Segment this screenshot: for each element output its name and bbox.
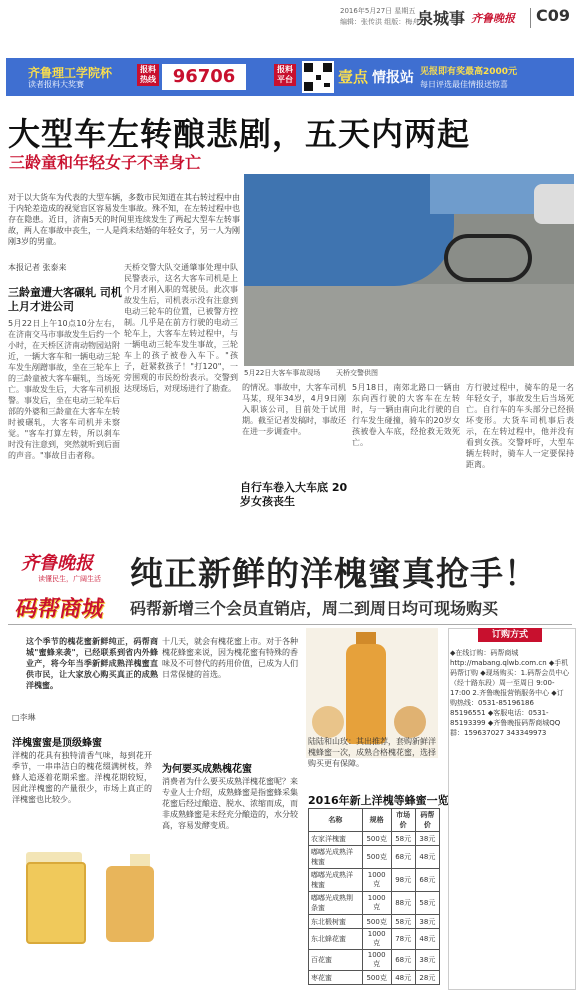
table-cell: 1000克	[362, 929, 391, 950]
banner-hotline: 96706	[162, 64, 246, 90]
ad-paragraph-3: 消费者为什么要买成熟洋槐花蜜呢？来专业人士介绍，成熟蜂蜜是指蜜蜂采集花蜜后经过酿造、脱水、浓缩而成，而非成熟蜂蜜是未经充分酿造的，水分较高，容易发酵变质。	[162, 777, 298, 830]
table-cell: 68元	[391, 846, 415, 869]
honey-jar-image	[26, 862, 86, 944]
order-methods-title: 订购方式	[478, 628, 542, 642]
table-header: 名称	[309, 809, 363, 832]
section-name: 泉城事	[417, 9, 466, 28]
table-row	[309, 832, 440, 846]
table-cell: 1000克	[362, 869, 391, 892]
table-cell: 58元	[391, 915, 415, 929]
article-lead: 对于以大货车为代表的大型车辆，多数市民知道在其右转过程中由于内轮差造成的视觉盲区容易发生事故。殊不知，在左转过程中也存在隐患。近日，济南5天的时间里连续发生了两起大型车左转事故，两人在事故中丧生，一人是尚未结婚的年轻女子，另一人为刚刚3岁的男童。	[8, 193, 240, 246]
table-cell: 嘟嘟光成熟洋槐蜜	[309, 869, 363, 892]
table-cell: 38元	[415, 832, 439, 846]
table-cell: 500克	[362, 971, 391, 985]
table-cell: 嘟嘟光成熟洋槐蜜	[309, 846, 363, 869]
table-header: 规格	[362, 809, 391, 832]
section-heading-2: 自行车卷入大车底 20岁女孩丧生	[240, 481, 348, 508]
photo-bus	[244, 174, 454, 286]
accident-photo	[244, 174, 574, 366]
table-cell: 1000克	[362, 892, 391, 915]
table-cell: 88元	[391, 892, 415, 915]
table-row	[309, 869, 440, 892]
article-column-4: 5月18日，南郊北路口一辆由东向西行驶的大客车在左转时，与一辆由南向北行驶的自行车发生碰撞，骑车的20岁女孩被卷入车底，经抢救无效死亡。	[352, 383, 460, 447]
article-column-5: 方行驶过程中，骑车的是一名年轻女子，事故发生后当场死亡。自行车的车头部分已经损坏变形。大货车司机事后表示，在左转过程中，他并没有看到女孩。交警呼吁，大型车辆左转时，骑车人一定要保持距离。	[466, 383, 574, 469]
banner-station-b: 情报站	[372, 70, 414, 86]
main-headline: 大型车左转酿悲剧，五天内两起	[8, 115, 471, 153]
table-cell: 东北椴树蜜	[309, 915, 363, 929]
article-column-2: 天桥交警大队交通肇事处理中队民警表示，这名大客车司机是上个月才刚入职的驾驶员。此次事故发生后，司机表示没有注意到电动三轮车的位置，已被警方控制。几乎是在前方行驶的电动三轮车上，大客车左转过程中，与一辆电动三轮车发生事故，三轮车上的孩子被卷入车下。"孩子，赶紧救孩子！"打120"，一旁围观的市民纷纷表示。交警到达现场后，对现场进行了勘查。	[124, 263, 238, 393]
article-byline: 本报记者 张泰来	[8, 263, 67, 272]
mabang-mall-badge: 码帮商城	[13, 597, 106, 622]
banner-college: 齐鲁理工学院杯	[28, 66, 113, 80]
qr-code-icon	[302, 61, 334, 93]
ad-paragraph-1: 洋槐的花具有独特清香气味，每到花开季节，一串串洁白的槐花缀满树枝，养蜂人追逐着花期采蜜。洋槐花期较短，因此洋槐蜜的产量很少，市场上真正的洋槐蜜也比较少。	[12, 751, 152, 804]
table-cell: 农家洋槐蜜	[309, 832, 363, 846]
honey-image-caption: 陆陆和山玫：其出推荐，套购新鲜洋槐蜂蜜一次，成熟合格槐花蜜，选择购买更有保障。	[308, 737, 436, 768]
subheadline: 三龄童和年轻女子不幸身亡	[9, 153, 202, 172]
table-row	[309, 846, 440, 869]
editor-credit: 编辑：张传洪 组版：梅舟	[340, 18, 420, 26]
banner-reward-sub: 每日评选最佳情报送惊喜	[420, 80, 508, 89]
photo-road	[244, 284, 574, 366]
table-cell: 98元	[391, 869, 415, 892]
page-number: C09	[536, 6, 571, 25]
masthead	[0, 0, 580, 46]
article-column-3: 的情况。事故中，大客车司机马某，现年34岁，4月9日刚入职该公司，目前处于试用期。截至记者发稿时，事故还在进一步调查中。	[242, 383, 346, 436]
honey-bottle-2	[346, 644, 386, 744]
banner-station-a: 壹点	[338, 68, 369, 86]
price-table-title: 2016年新上洋槐等蜂蜜一览	[308, 794, 449, 807]
cookie-image	[312, 706, 344, 738]
banner-college-sub: 读者报料大奖赛	[28, 80, 84, 89]
honey-advertisement	[6, 544, 574, 990]
table-row	[309, 892, 440, 915]
table-cell: 38元	[415, 915, 439, 929]
ad-divider	[8, 624, 572, 625]
ad-paragraph-2: 十几天，就会有槐花蜜上市。对于各种槐花蜂蜜来说，因为槐花蜜有特殊的香味及不可替代的药用价值，已成为人们日常保健的首选。	[162, 637, 298, 679]
tipline-banner-ad	[6, 58, 574, 96]
photo-car	[534, 184, 574, 224]
section-heading-1: 三龄童遭大客碾轧 司机上月才进公司	[8, 286, 122, 313]
ad-intro: 这个季节的槐花蜜新鲜纯正，码帮商城"蜜蜂来袭"，已经联系到省内外蜂业产，将今年当季新鲜成熟洋槐蜜直供市民，让大家放心购买真正的成熟洋槐蜜。	[26, 637, 158, 690]
cookie-image-2	[394, 706, 426, 738]
table-cell: 28元	[415, 971, 439, 985]
table-cell: 1000克	[362, 950, 391, 971]
table-cell: 68元	[415, 869, 439, 892]
ad-heading-2: 为何要买成熟槐花蜜	[162, 764, 252, 775]
table-row	[309, 915, 440, 929]
table-cell: 东北蜂花蜜	[309, 929, 363, 950]
table-header-row	[309, 809, 440, 832]
order-methods-text: ◆在线订购：码帮商城 http://mabang.qlwb.com.cn ◆手机码帮订购 ◆现场购买：1.码帮会员中心（经十路东段）周一至周日 9:00-17:00 2.齐鲁晚报营销服务中心 ◆订购热线：0531-85196186 85196551 ◆客服电话：0531-85193399 ◆齐鲁晚报码帮商城QQ群：159637027 343349973	[450, 649, 570, 737]
table-cell: 48元	[391, 971, 415, 985]
table-header: 码帮价	[415, 809, 439, 832]
table-cell: 枣花蜜	[309, 971, 363, 985]
table-cell: 58元	[391, 832, 415, 846]
masthead-divider	[530, 8, 531, 28]
banner-label-hotline: 报料热线	[137, 64, 159, 86]
ad-subtitle: 码帮新增三个会员直销店，周二到周日均可现场购买	[130, 599, 499, 618]
table-cell: 78元	[391, 929, 415, 950]
table-cell: 68元	[391, 950, 415, 971]
banner-label-platform: 报料平台	[274, 64, 296, 86]
table-cell: 500克	[362, 915, 391, 929]
table-row	[309, 929, 440, 950]
photo-scooter	[444, 234, 532, 282]
article-column-1: 5月22日上午10点10分左右，在济南交马市事故发生后约一个小时，在天桥区济南动物园站附近，一辆大客车和一辆电动三轮车发生剐蹭事故，坐在三轮车上的三龄童被大客车碾轧，当场死亡。事故发生后，大客车司机报警。事发后，坐在电动三轮车后部的外婆和三龄童在大客车左转时被碾轧，大客车司机并未察觉。"客车打算左转，所以刹车时没有注意到，突然就听到后面的声音。"事故目击者称。	[8, 319, 120, 460]
table-cell: 500克	[362, 832, 391, 846]
table-cell: 38元	[415, 950, 439, 971]
table-row	[309, 971, 440, 985]
ad-logo-tagline: 读懂民生，广阔生活	[38, 575, 101, 583]
table-cell: 嘟嘟光成熟荆条蜜	[309, 892, 363, 915]
ad-heading-1: 洋槐蜜蜜是顶级蜂蜜	[12, 738, 102, 749]
honey-bottle-image	[106, 866, 154, 942]
table-header: 市场价	[391, 809, 415, 832]
table-cell: 58元	[415, 892, 439, 915]
ad-newspaper-logo: 齐鲁晚报	[21, 553, 93, 574]
banner-reward: 见报即有奖最高2000元	[420, 67, 518, 77]
ad-title: 纯正新鲜的洋槐蜜真抢手！	[130, 554, 538, 593]
ad-byline: □李琳	[12, 713, 36, 722]
table-cell: 500克	[362, 846, 391, 869]
price-table	[308, 808, 440, 985]
table-cell: 百花蜜	[309, 950, 363, 971]
issue-date: 2016年5月27日 星期五	[340, 7, 416, 15]
photo-caption: 5月22日大客车事故现场	[244, 369, 321, 377]
newspaper-logo: 齐鲁晚报	[471, 12, 515, 25]
table-cell: 48元	[415, 929, 439, 950]
photo-credit: 天桥交警供图	[336, 369, 378, 377]
table-row	[309, 950, 440, 971]
table-cell: 48元	[415, 846, 439, 869]
